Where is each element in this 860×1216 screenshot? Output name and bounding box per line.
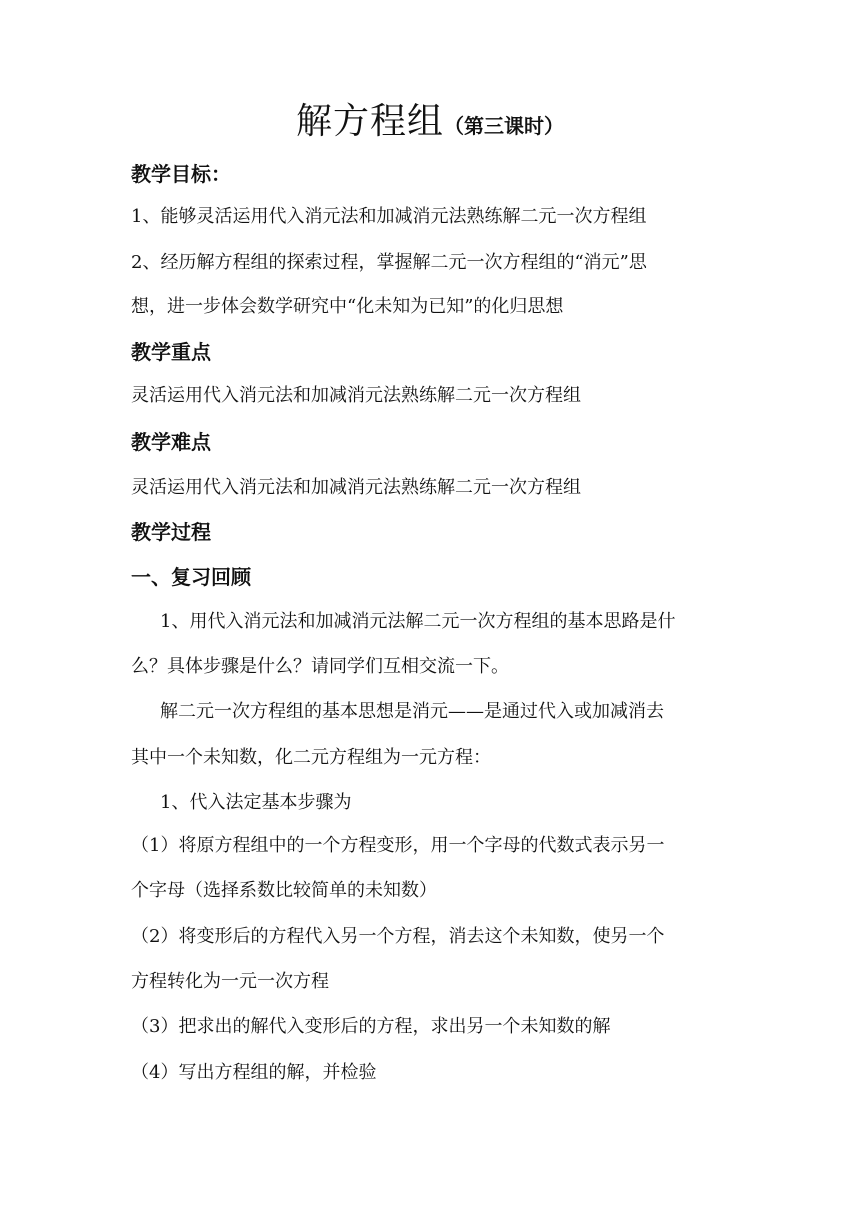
key-points-heading: 教学重点 <box>131 340 211 364</box>
step-4: （4）写出方程组的解，并检验 <box>131 1062 377 1083</box>
substitution-steps-heading: 1、代入法定基本步骤为 <box>160 792 352 813</box>
review-question-line-2: 么？具体步骤是什么？请同学们互相交流一下。 <box>131 656 509 677</box>
objectives-heading: 教学目标： <box>131 162 231 186</box>
title-subtitle: （第三课时） <box>444 114 564 138</box>
review-question-line-1: 1、用代入消元法和加减消元法解二元一次方程组的基本思路是什 <box>160 611 676 632</box>
step-1-line-2: 个字母（选择系数比较简单的未知数） <box>131 880 437 901</box>
step-2-line-1: （2）将变形后的方程代入另一个方程，消去这个未知数，使另一个 <box>131 926 665 947</box>
step-2-line-2: 方程转化为一元一次方程 <box>131 971 329 992</box>
title-main: 解方程组 <box>295 101 444 142</box>
process-heading: 教学过程 <box>131 520 211 544</box>
difficulties-heading: 教学难点 <box>131 430 211 454</box>
objective-item-2-line-2: 想，进一步体会数学研究中“化未知为已知”的化归思想 <box>131 296 564 317</box>
key-points-text: 灵活运用代入消元法和加减消元法熟练解二元一次方程组 <box>131 385 581 406</box>
objective-item-2-line-1: 2、经历解方程组的探索过程，掌握解二元一次方程组的“消元”思 <box>131 252 647 273</box>
basic-idea-line-2: 其中一个未知数，化二元方程组为一元方程： <box>131 747 491 768</box>
review-heading: 一、复习回顾 <box>131 565 251 589</box>
difficulties-text: 灵活运用代入消元法和加减消元法熟练解二元一次方程组 <box>131 477 581 498</box>
page-title <box>0 101 860 142</box>
step-1-line-1: （1）将原方程组中的一个方程变形，用一个字母的代数式表示另一 <box>131 835 665 856</box>
step-3: （3）把求出的解代入变形后的方程，求出另一个未知数的解 <box>131 1016 611 1037</box>
basic-idea-line-1: 解二元一次方程组的基本思想是消元——是通过代入或加减消去 <box>160 701 664 722</box>
objective-item-1: 1、能够灵活运用代入消元法和加减消元法熟练解二元一次方程组 <box>131 206 647 227</box>
